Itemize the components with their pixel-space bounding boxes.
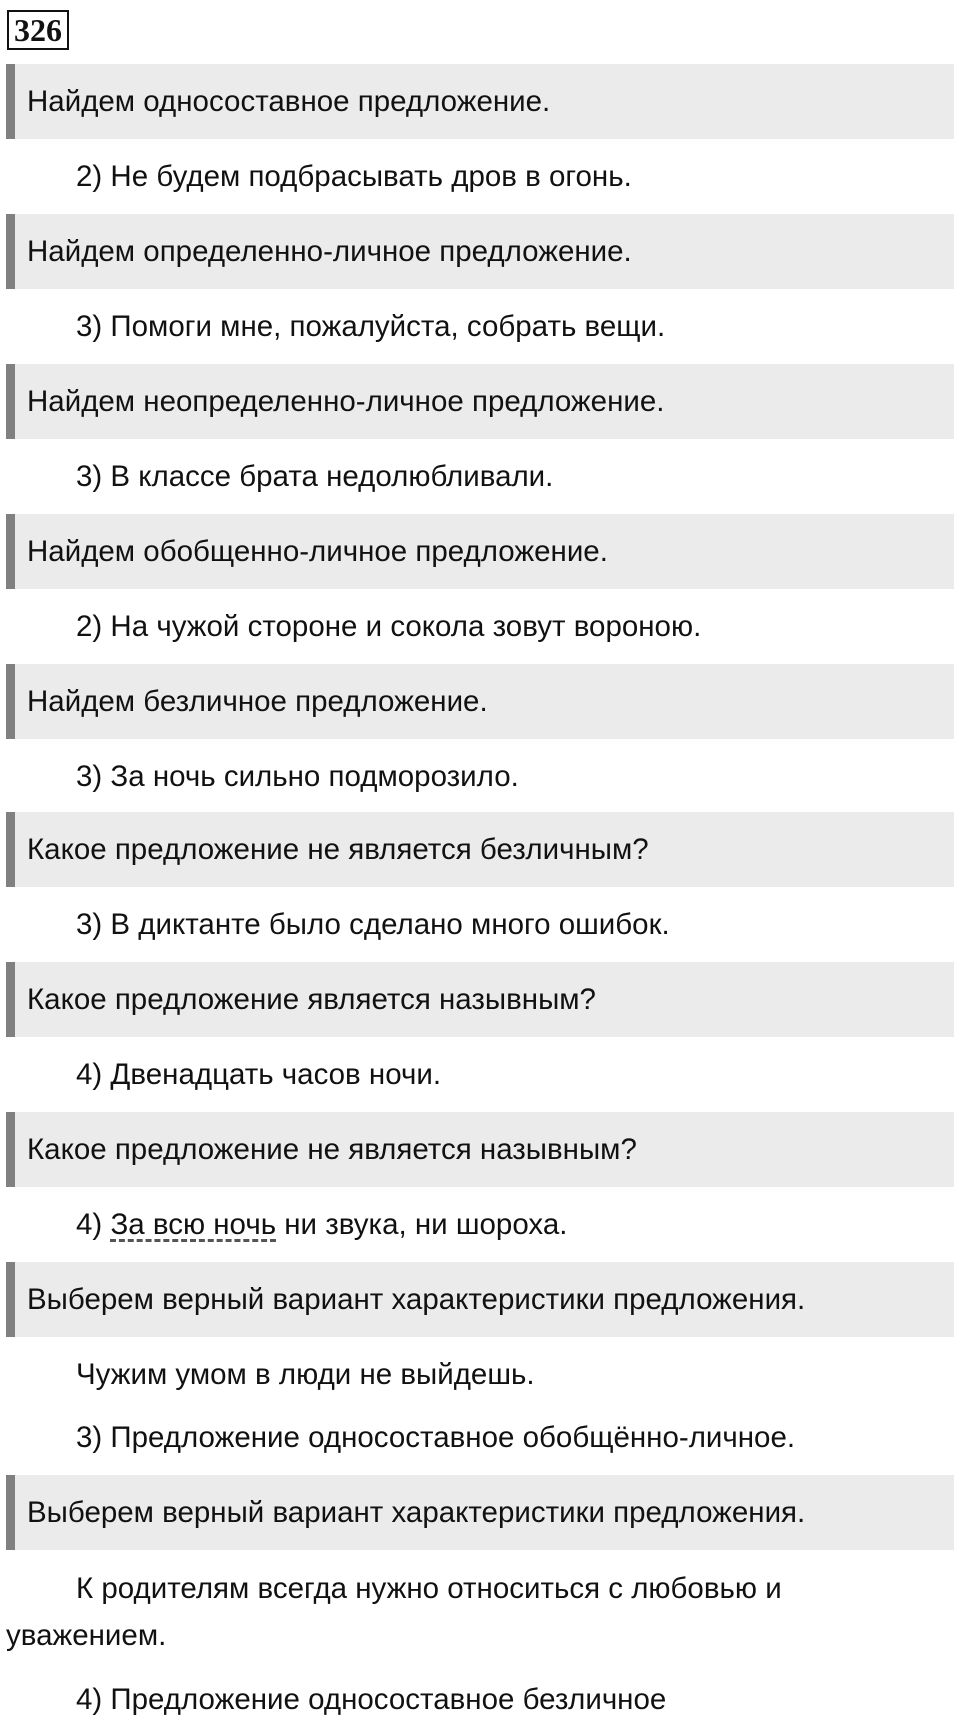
answer-8-underlined-phrase: За всю ночь: [110, 1208, 277, 1241]
answer-3: 3) В классе брата недолюбливали.: [76, 460, 554, 493]
answer-7: 4) Двенадцать часов ночи.: [76, 1058, 442, 1091]
question-5: Найдем безличное предложение.: [6, 664, 954, 739]
question-7: Какое предложение является назывным?: [6, 962, 954, 1037]
task-number-badge: 326: [7, 10, 69, 50]
answer-4: 2) На чужой стороне и сокола зовут вороною.: [76, 610, 702, 643]
answer-6: 3) В диктанте было сделано много ошибок.: [76, 908, 670, 941]
answer-8-prefix: 4): [76, 1208, 111, 1241]
answer-9: 3) Предложение односоставное обобщённо-личное.: [76, 1421, 796, 1454]
question-8: Какое предложение не является назывным?: [6, 1112, 954, 1187]
answer-2: 3) Помоги мне, пожалуйста, собрать вещи.: [76, 310, 666, 343]
question-3: Найдем неопределенно-личное предложение.: [6, 364, 954, 439]
question-2: Найдем определенно-личное предложение.: [6, 214, 954, 289]
answer-5: 3) За ночь сильно подморозило.: [76, 760, 519, 793]
answer-8-rest: ни звука, ни шороха.: [276, 1208, 568, 1241]
answer-8: [76, 1207, 567, 1243]
question-9: Выберем верный вариант характеристики предложения.: [6, 1262, 954, 1337]
answer-10: 4) Предложение односоставное безличное: [76, 1683, 667, 1716]
sentence-10: К родителям всегда нужно относиться с любовью и уважением.: [6, 1572, 782, 1652]
question-10: Выберем верный вариант характеристики предложения.: [6, 1475, 954, 1550]
question-6: Какое предложение не является безличным?: [6, 812, 954, 887]
question-1: Найдем односоставное предложение.: [6, 64, 954, 139]
answer-1: 2) Не будем подбрасывать дров в огонь.: [76, 160, 632, 193]
sentence-9: Чужим умом в люди не выйдешь.: [76, 1358, 535, 1391]
question-4: Найдем обобщенно-личное предложение.: [6, 514, 954, 589]
